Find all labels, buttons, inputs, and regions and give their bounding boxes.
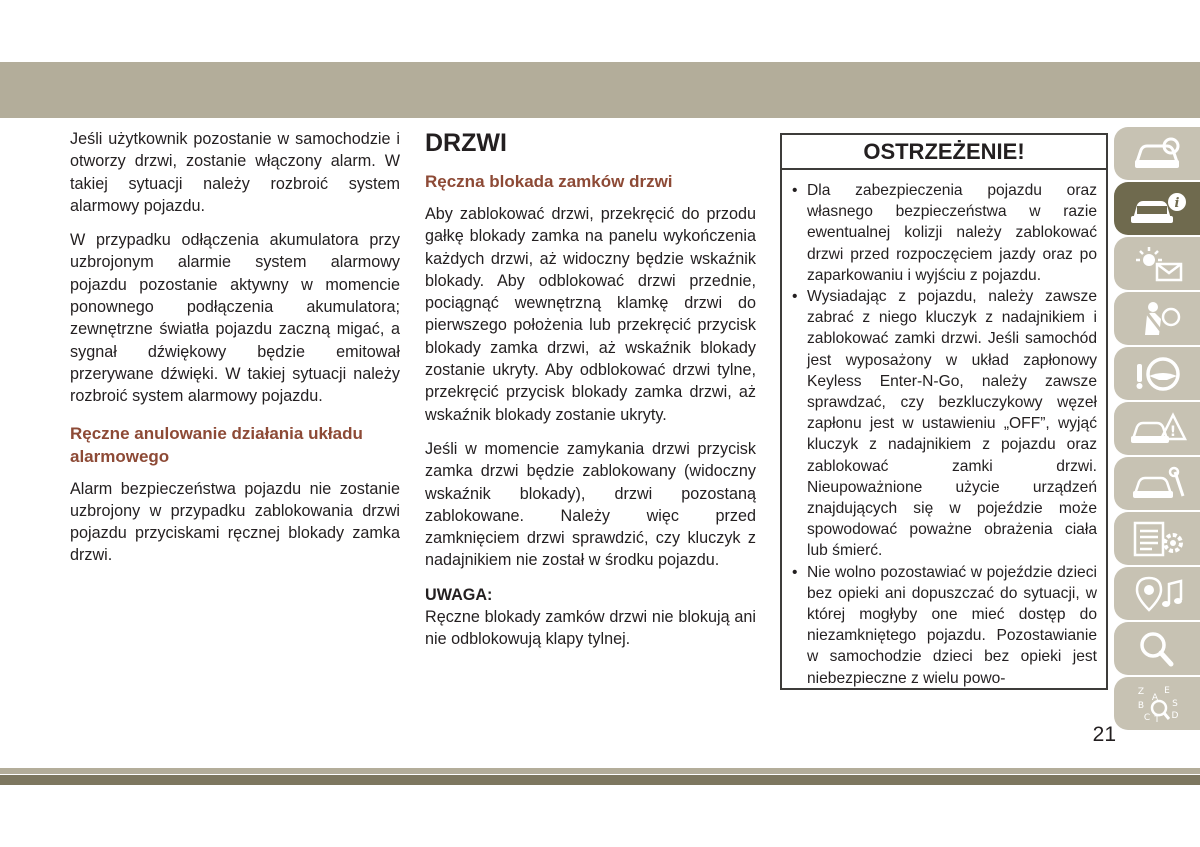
index-letters-icon	[1127, 684, 1187, 724]
car-breakdown-icon	[1127, 409, 1187, 449]
tab-car-dashboard[interactable]	[1114, 127, 1200, 180]
tab-search[interactable]	[1114, 622, 1200, 675]
subheading-alarm-override: Ręczne anulowanie działania układu alarmowego	[70, 423, 363, 466]
paragraph: Jeśli w momencie zamykania drzwi przycisk zamka drzwi będzie zablokowany (widoczny wskaźnik blokady), drzwi pozostaną zablokowane. Należy więc przed zamknięciem drzwi sprawdzić, czy kluczyk z nadajnikiem nie został w środku pojazdu.	[425, 439, 756, 570]
tab-airbag-seatbelt[interactable]	[1114, 292, 1200, 345]
tab-multimedia[interactable]	[1114, 567, 1200, 620]
svg-text:i: i	[1174, 195, 1180, 211]
tab-in-case-of-emergency[interactable]	[1114, 402, 1200, 455]
steering-wheel-icon	[1127, 354, 1187, 394]
airbag-seatbelt-icon	[1127, 299, 1187, 339]
section-title: DRZWI	[425, 129, 507, 157]
index-letter: S	[1172, 698, 1178, 709]
chapter-tabs	[1114, 127, 1200, 732]
tab-servicing-maintenance[interactable]	[1114, 457, 1200, 510]
note-text: Ręczne blokady zamków drzwi nie blokują ani nie odblokowują klapy tylnej.	[425, 608, 756, 649]
index-letter: T	[1154, 714, 1160, 724]
tab-technical-specifications[interactable]	[1114, 512, 1200, 565]
index-letter: B	[1137, 700, 1145, 711]
warning-item: • Nie wolno pozostawiać w pojeździe dzieci bez opieki ani dopuszczać do sytuacji, w której mogłyby one mieć dostęp do niezamkniętego pojazdu. Pozostawianie w samochodzie dzieci bez opieki jest niebezpieczne z wielu powo-	[792, 562, 1097, 689]
warning-list	[782, 170, 1106, 689]
tab-warning-lights-messages[interactable]	[1114, 237, 1200, 290]
svg-text:!: !	[1169, 423, 1177, 440]
car-info-icon	[1127, 189, 1187, 229]
search-icon	[1127, 629, 1187, 669]
index-letter: A	[1151, 692, 1159, 703]
index-letter: D	[1171, 710, 1179, 721]
paragraph: Alarm bezpieczeństwa pojazdu nie zostanie uzbrojony w przypadku zablokowania drzwi pojazdu przyciskami ręcznej blokady zamka drzwi.	[70, 479, 400, 565]
car-dashboard-icon	[1127, 134, 1187, 174]
specifications-gear-icon	[1127, 519, 1187, 559]
multimedia-music-icon	[1127, 574, 1187, 614]
footer-band-dark	[0, 775, 1200, 785]
page-number: 21	[1092, 723, 1116, 746]
note-heading: UWAGA:	[425, 585, 493, 604]
tab-index[interactable]	[1114, 677, 1200, 730]
middle-column	[425, 128, 756, 663]
footer-band-light	[0, 768, 1200, 774]
car-service-icon	[1127, 464, 1187, 504]
index-letter: Z	[1137, 686, 1145, 697]
header-band	[0, 62, 1200, 118]
warning-lights-message-icon	[1127, 244, 1187, 284]
paragraph: Jeśli użytkownik pozostanie w samochodzie i otworzy drzwi, zostanie włączony alarm. W takiej sytuacji należy rozbroić system alarmowy pojazdu.	[70, 130, 400, 215]
left-column	[70, 128, 400, 579]
warning-box	[780, 133, 1108, 690]
paragraph: Aby zablokować drzwi, przekręcić do przodu gałkę blokady zamka na panelu wykończenia każdych drzwi, aż widoczny będzie wskaźnik blokady. Aby odblokować drzwi przednie, pociągnąć wewnętrzną klamkę drzwi do pierwszego położenia lub przekręcić przycisk blokady zamka drzwi, aż wskaźnik blokady zostanie ukryty. Aby odblokować drzwi tylne, przekręcić przycisk blokady zamka drzwi, aż wskaźnik blokady zostanie ukryty.	[425, 205, 756, 424]
subheading-manual-door-locks: Ręczna blokada zamków drzwi	[425, 172, 673, 191]
tab-starting-operating[interactable]	[1114, 347, 1200, 400]
index-letter: E	[1164, 685, 1170, 696]
tab-car-info[interactable]	[1114, 182, 1200, 235]
paragraph: W przypadku odłączenia akumulatora przy uzbrojonym alarmie system alarmowy pojazdu pozostanie aktywny w momencie ponownego podłączenia akumulatora; zewnętrzne światła pojazdu zaczną migać, a sygnał dźwiękowy będzie emitował przerywane dźwięki. W takiej sytuacji należy rozbroić system alarmowy pojazdu.	[70, 231, 400, 406]
index-letter: C	[1143, 712, 1151, 723]
warning-item: • Wysiadając z pojazdu, należy zawsze zabrać z niego kluczyk z nadajnikiem i zablokować zamki drzwi. Jeśli samochód jest wyposażony w układ zapłonowy Keyless Enter-N-Go, należy zawsze sprawdzać, czy bezkluczykowy węzeł zapłonu jest w ustawieniu „OFF”, wyjąć kluczyk z nadajnikiem z pojazdu oraz zablokować zamki drzwi. Nieupoważnione użycie urządzeń znajdujących się w pojeździe może spowodować poważne obrażenia ciała lub śmierć.	[792, 286, 1097, 562]
warning-title: OSTRZEŻENIE!	[782, 135, 1106, 170]
warning-item: • Dla zabezpieczenia pojazdu oraz własnego bezpieczeństwa w razie ewentualnej kolizji należy zablokować drzwi przed rozpoczęciem jazdy oraz po zaparkowaniu i wyjściu z pojazdu.	[792, 180, 1097, 286]
